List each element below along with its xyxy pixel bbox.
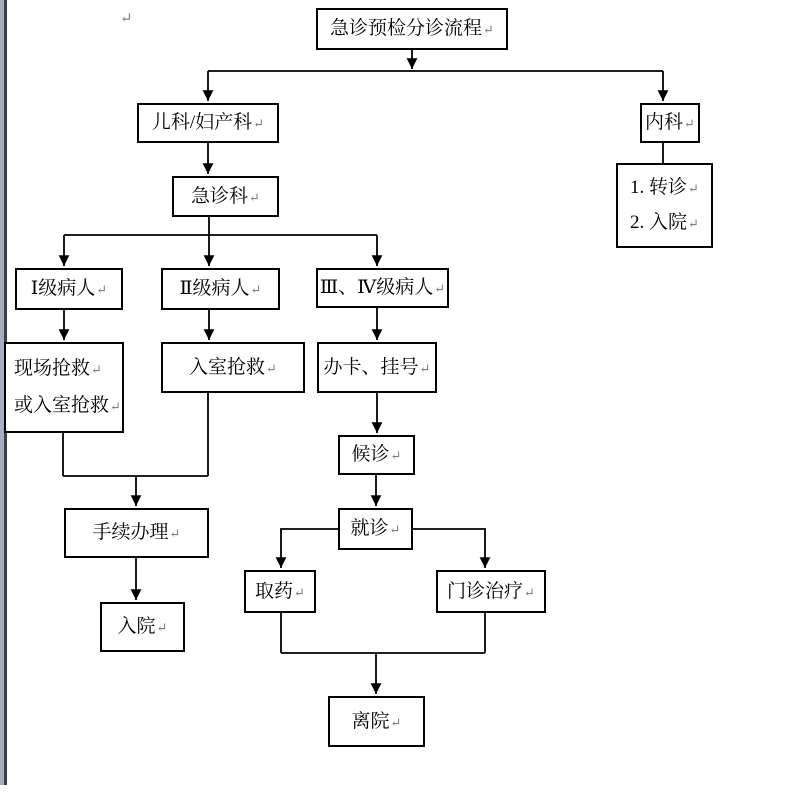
node-label: 门诊治疗 xyxy=(447,580,524,602)
paragraph-mark-icon: ↵ xyxy=(524,584,535,600)
flow-node-pharmacy[interactable] xyxy=(244,570,316,613)
node-label-row xyxy=(320,277,445,299)
node-label-row xyxy=(189,357,277,379)
flow-node-card-registration[interactable] xyxy=(317,342,437,393)
flow-node-waiting[interactable] xyxy=(338,435,415,475)
paragraph-mark-icon: ↵ xyxy=(156,620,168,636)
paragraph-mark-icon: ↵ xyxy=(419,360,431,376)
node-label-row xyxy=(191,186,260,208)
flow-node-title[interactable] xyxy=(316,8,508,50)
node-label: Ⅲ、Ⅳ级病人 xyxy=(319,277,434,299)
paragraph-mark-icon: ↵ xyxy=(96,282,108,298)
flow-node-outpatient-treatment[interactable] xyxy=(436,570,546,613)
flow-node-discharge[interactable] xyxy=(328,696,425,747)
node-label-row xyxy=(93,522,181,544)
paragraph-mark-icon: ↵ xyxy=(253,116,265,132)
paragraph-mark-icon: ↵ xyxy=(684,116,695,132)
node-label-row xyxy=(180,278,262,300)
node-label-row xyxy=(645,112,695,134)
node-label: 急诊科 xyxy=(191,185,249,207)
node-label-row xyxy=(31,278,107,300)
node-label: 急诊预检分诊流程 xyxy=(330,18,483,40)
connector-consultation-to-outpatient-treatment xyxy=(413,529,485,568)
node-label: 或入室抢救 xyxy=(14,394,110,416)
paragraph-mark-icon: ↵ xyxy=(434,281,446,297)
node-label: 儿科/妇产科 xyxy=(151,112,253,134)
node-label: 2. 入院 xyxy=(630,211,688,233)
node-label-row xyxy=(630,177,699,199)
node-label-row xyxy=(118,616,168,638)
flow-node-level-3-4-patient[interactable] xyxy=(316,268,449,308)
paragraph-mark-icon: ↵ xyxy=(120,11,133,27)
node-label-row xyxy=(447,581,535,603)
node-label: 内科 xyxy=(645,112,684,134)
node-label: 取药 xyxy=(255,580,294,602)
paragraph-mark-icon: ↵ xyxy=(250,282,262,298)
flow-node-procedure-handling[interactable] xyxy=(64,508,209,558)
paragraph-mark-icon: ↵ xyxy=(110,398,121,414)
node-label-row xyxy=(352,711,402,733)
node-label-row xyxy=(14,358,102,380)
paragraph-mark-icon: ↵ xyxy=(483,22,494,38)
paragraph-mark-icon: ↵ xyxy=(389,522,401,538)
flow-node-referral-admission[interactable] xyxy=(616,163,713,248)
node-label: 现场抢救 xyxy=(14,358,91,380)
node-label: 入院 xyxy=(117,616,156,638)
paragraph-mark-icon: ↵ xyxy=(688,215,699,231)
node-label: 候诊 xyxy=(351,444,390,466)
node-label-row xyxy=(255,581,305,603)
flow-node-consultation[interactable] xyxy=(338,508,413,550)
paragraph-mark-icon: ↵ xyxy=(390,448,402,464)
node-label-row xyxy=(14,395,121,417)
node-label-row xyxy=(351,518,401,540)
node-label: Ⅰ级病人 xyxy=(30,278,96,300)
paragraph-mark-icon: ↵ xyxy=(91,362,102,378)
flow-node-internal-medicine[interactable] xyxy=(640,103,700,143)
node-label: 手续办理 xyxy=(92,522,169,544)
paragraph-mark-icon: ↵ xyxy=(390,714,402,730)
flow-node-level-2-patient[interactable] xyxy=(161,268,280,310)
flow-node-room-rescue[interactable] xyxy=(161,342,305,393)
flow-node-level-1-patient[interactable] xyxy=(15,268,123,310)
paragraph-mark-icon: ↵ xyxy=(294,584,305,600)
flow-node-pediatrics-obstetrics[interactable] xyxy=(137,103,279,143)
node-label-row xyxy=(324,357,431,379)
node-label-row xyxy=(330,18,494,40)
node-label-row xyxy=(630,212,699,234)
paragraph-mark-icon: ↵ xyxy=(688,181,699,197)
node-label-row xyxy=(352,444,402,466)
node-label: 就诊 xyxy=(350,518,389,540)
flow-node-onsite-rescue[interactable] xyxy=(4,342,124,433)
node-label-row xyxy=(152,112,264,134)
paragraph-mark-icon: ↵ xyxy=(266,360,277,376)
flow-node-admission[interactable] xyxy=(100,602,185,652)
paragraph-mark-icon: ↵ xyxy=(249,189,260,205)
node-label: 办卡、挂号 xyxy=(323,356,419,378)
node-label: Ⅱ级病人 xyxy=(179,278,250,300)
node-label: 1. 转诊 xyxy=(630,177,688,199)
connector-consultation-to-pharmacy xyxy=(281,529,338,568)
flow-node-emergency-dept[interactable] xyxy=(172,176,279,217)
paragraph-mark-icon: ↵ xyxy=(169,526,181,542)
node-label: 离院 xyxy=(351,710,390,732)
node-label: 入室抢救 xyxy=(189,356,266,378)
